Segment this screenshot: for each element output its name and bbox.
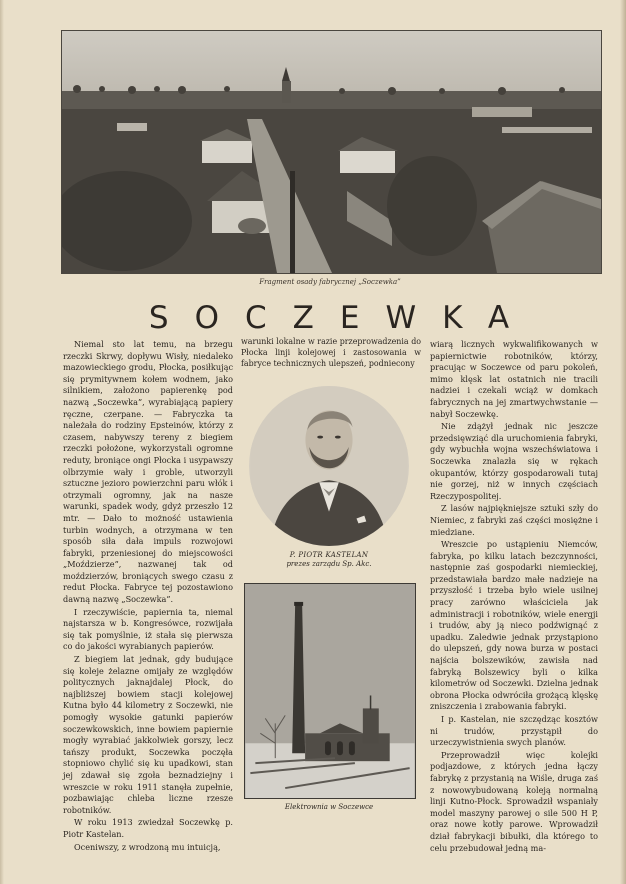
middle-column: [241, 336, 421, 369]
portrait-caption: [240, 551, 418, 569]
paragraph: W roku 1913 zwiedzał Soczewkę p. Piotr Kastelan.: [63, 817, 233, 839]
paragraph: Z biegiem lat jednak, gdy budujące się koleje żelazne omijały ze względów politycznych jaknajdalej Płock, do najbliższej bowiem stacji kolejowej Kutna było 44 kilometry z Soczewki, nie pomogły wysokie gatunki papierów soczewkowskich, inne bowiem papiernie mogły wyrabiać jakkolwiek gorszy, lecz tańszy produkt, Soczewka poczęła stopniowo chylić się ku upadkowi, stan jej zdawał się zgoła beznadziejny i wreszcie w roku 1911 stanęła zupełnie, pozbawiając chleba liczne rzesze robotników.: [63, 654, 233, 815]
article-title: SOCZEWKA: [148, 300, 536, 336]
paragraph: Niemal sto lat temu, na brzegu rzeczki Skrwy, dopływu Wisły, niedaleko mazowieckiego grodu, Płocka, posiłkując się prymitywnem kołem wodnem, jako silnikiem, założono papierenkę pod nazwą „Soczewka”, wyrabiającą papiery ręczne, czerpane. — Fabryczka ta należała do rodziny Epsteinów, którzy z czasem, nabywszy tereny z biegiem rzeczki położone, wykorzystali ogromne reduty, broniące ongi Płocka i usypawszy olbrzymie wały i groble, utworzyli sztuczne jezioro powierzchni paru włók i otrzymali ogromny, jak na nasze warunki, spadek wody, gdyż przeszło 12 mtr. — Dało to możność ustawienia turbin wodnych, a otrzymana w ten sposób siła dała impuls rozwojowi fabryki, przeniesionej do miejscowości „Moździerze”, nazwanej tak od moździerzów, broniących swego czasu z redut Płocka. Fabryce tej pozostawiono dawną nazwę „Soczewka”.: [63, 339, 233, 605]
paragraph: Wreszcie po ustąpieniu Niemców, fabryka, po kilku latach bezczynności, następnie zaś gospodarki niemieckiej, przedstawiała bardzo małe nadzieje na przyszłość i trzeba było wiele usilnej pracy zarówno właściciela jak administracji i robotników, wiele energji i trudów, aby ją nieco podźwignąć z upadku. Zaledwie jednak przystąpiono do ulepszeń, gdy nowa burza w postaci najścia bolszewików, zawisła nad fabryką Bolszewicy byli o kilka kilometrów od Soczewki. Dzielna jednak obrona Płocka odwróciła grożącą klęskę zniszczenia i zrabowania fabryki.: [430, 539, 598, 712]
portrait-name: P. PIOTR KASTELAN: [289, 551, 369, 559]
portrait-role: prezes zarządu Sp. Akc.: [286, 560, 372, 568]
power-station-caption: Elektrownia w Soczewce: [284, 803, 374, 811]
paragraph: warunki lokalne w razie przeprowadzenia do Płocka linji kolejowej i zastosowania w fabryce technicznych ulepszeń, podniecony: [241, 337, 421, 368]
page-edge: [620, 0, 626, 884]
right-column: [430, 339, 598, 854]
page-edge: [0, 0, 4, 884]
left-column: [63, 339, 233, 853]
power-station-photo: [244, 583, 416, 799]
power-station-image: [245, 584, 415, 798]
portrait-image: [249, 386, 409, 546]
paragraph: Z lasów najpiękniejsze sztuki szły do Niemiec, z fabryki zaś części mosiężne i miedziane.: [430, 503, 598, 537]
top-photo-caption: Fragment osady fabrycznej „Soczewka”: [259, 278, 401, 286]
village-panorama-photo: [61, 30, 602, 274]
village-panorama-image: [62, 31, 601, 273]
portrait-photo: [249, 386, 409, 546]
paragraph: I p. Kastelan, nie szczędząc kosztów ni trudów, przystąpił do urzeczywistnienia swych planów.: [430, 714, 598, 748]
paragraph: Nie zdążył jednak nic jeszcze przedsięwziąć dla uruchomienia fabryki, gdy wybuchła wojna wszechświatowa i Soczewka znalazła się w rękach okupantów, którzy gospodarowali tutaj nie gorzej, niż w innych częściach Rzeczypospolitej.: [430, 421, 598, 501]
paragraph: Oceniwszy, z wrodzoną mu intuicją,: [74, 841, 221, 852]
paragraph: wiarą licznych wykwalifikowanych w papiernictwie robotników, którzy, pracując w Soczewce od paru pokoleń, mimo klęsk lat ostatnich nie tracili nadziei i czekali wciąż w domkach fabrycznych na jej zmartwychwstanie — nabył Soczewkę.: [430, 339, 598, 419]
paragraph: Przeprowadził więc kolejki podjazdowe, z których jedna łączy fabrykę z przystanią na Wiśle, druga zaś z nowowybudowaną koleją normalną linji Kutno-Płock. Sprowadził wspaniały model maszyny parowej o sile 500 H P, oraz nowe kotły parowe. Wprowadził dział fabrykacji bibułki, dla którego to celu przebudował jedną ma-: [430, 749, 598, 853]
paragraph: I rzeczywiście, papiernia ta, niemal najstarsza w b. Kongresówce, rozwijała się tak pomyślnie, iż stała się pierwsza co do jakości wyrabianych papierów.: [63, 606, 233, 652]
